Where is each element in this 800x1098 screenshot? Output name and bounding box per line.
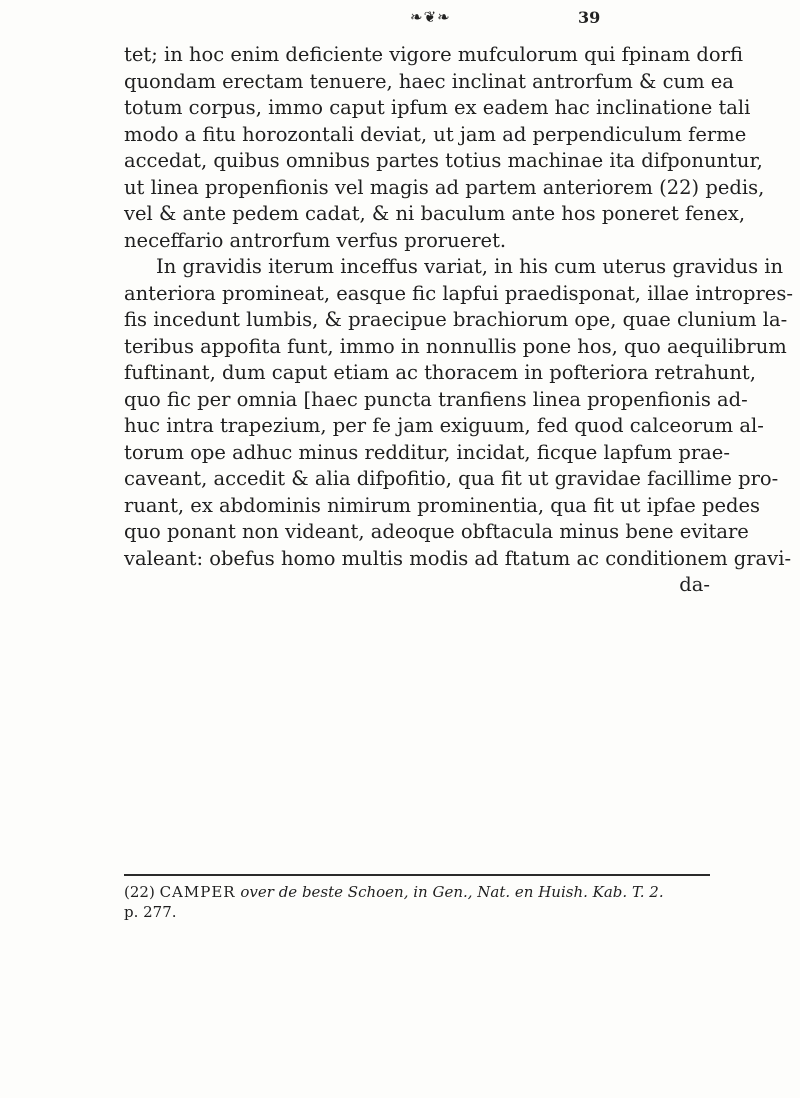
- header-ornament: ❧❦❧: [410, 8, 451, 26]
- text-line: In gravidis iterum inceffus variat, in his cum uterus gravidus in: [156, 255, 784, 278]
- text-line: fis incedunt lumbis, & praecipue brachiorum ope, quae clunium la-: [124, 308, 788, 331]
- footnote-page: p. 277.: [124, 903, 177, 921]
- text-line: modo a fitu horozontali deviat, ut jam ad perpendiculum ferme: [124, 122, 747, 146]
- footnote-divider: [124, 874, 710, 876]
- footnote-author: CAMPER: [159, 883, 236, 901]
- catchword: da-: [679, 573, 710, 596]
- text-line: torum ope adhuc minus redditur, incidat, ficque lapfum prae-: [124, 440, 730, 464]
- text-line: anteriora promineat, easque fic lapfui praedisponat, illae intropres-: [124, 281, 793, 305]
- text-line: ruant, ex abdominis nimirum prominentia, qua fit ut ipfae pedes: [124, 493, 761, 517]
- text-line: valeant: obefus homo multis modis ad ftatum ac conditionem gravi-: [124, 546, 792, 570]
- text-line: quo fic per omnia [haec puncta tranfiens linea propenfionis ad-: [124, 387, 748, 411]
- text-line: fuftinant, dum caput etiam ac thoracem in pofteriora retrahunt,: [124, 361, 756, 384]
- footnote-reference: over de beste Schoen, in Gen., Nat. en Huish. Kab. T. 2.: [240, 883, 664, 901]
- text-line: neceffario antrorfum verfus prorueret.: [124, 228, 507, 252]
- text-line: accedat, quibus omnibus partes totius machinae ita difponuntur,: [124, 149, 763, 172]
- text-line: teribus appofita funt, immo in nonnullis pone hos, quo aequilibrum: [124, 334, 787, 358]
- text-line: caveant, accedit & alia difpofitio, qua fit ut gravidae facillime pro-: [124, 467, 779, 490]
- body-text: [124, 42, 793, 599]
- text-line: vel & ante pedem cadat, & ni baculum ante hos poneret fenex,: [124, 202, 746, 225]
- footnote-marker: (22): [124, 883, 155, 901]
- text-line: quo ponant non videant, adeoque obftacula minus bene evitare: [124, 520, 749, 543]
- text-line: tet; in hoc enim deficiente vigore mufculorum qui fpinam dorfi: [124, 43, 743, 66]
- text-line: quondam erectam tenuere, haec inclinat antrorfum & cum ea: [124, 69, 734, 93]
- text-line: ut linea propenfionis vel magis ad partem anteriorem (22) pedis,: [124, 175, 765, 199]
- text-line: huc intra trapezium, per fe jam exiguum, fed quod calceorum al-: [124, 414, 764, 437]
- text-line: totum corpus, immo caput ipfum ex eadem hac inclinatione tali: [124, 96, 751, 119]
- footnote: [124, 882, 710, 922]
- page-number: 39: [578, 8, 601, 27]
